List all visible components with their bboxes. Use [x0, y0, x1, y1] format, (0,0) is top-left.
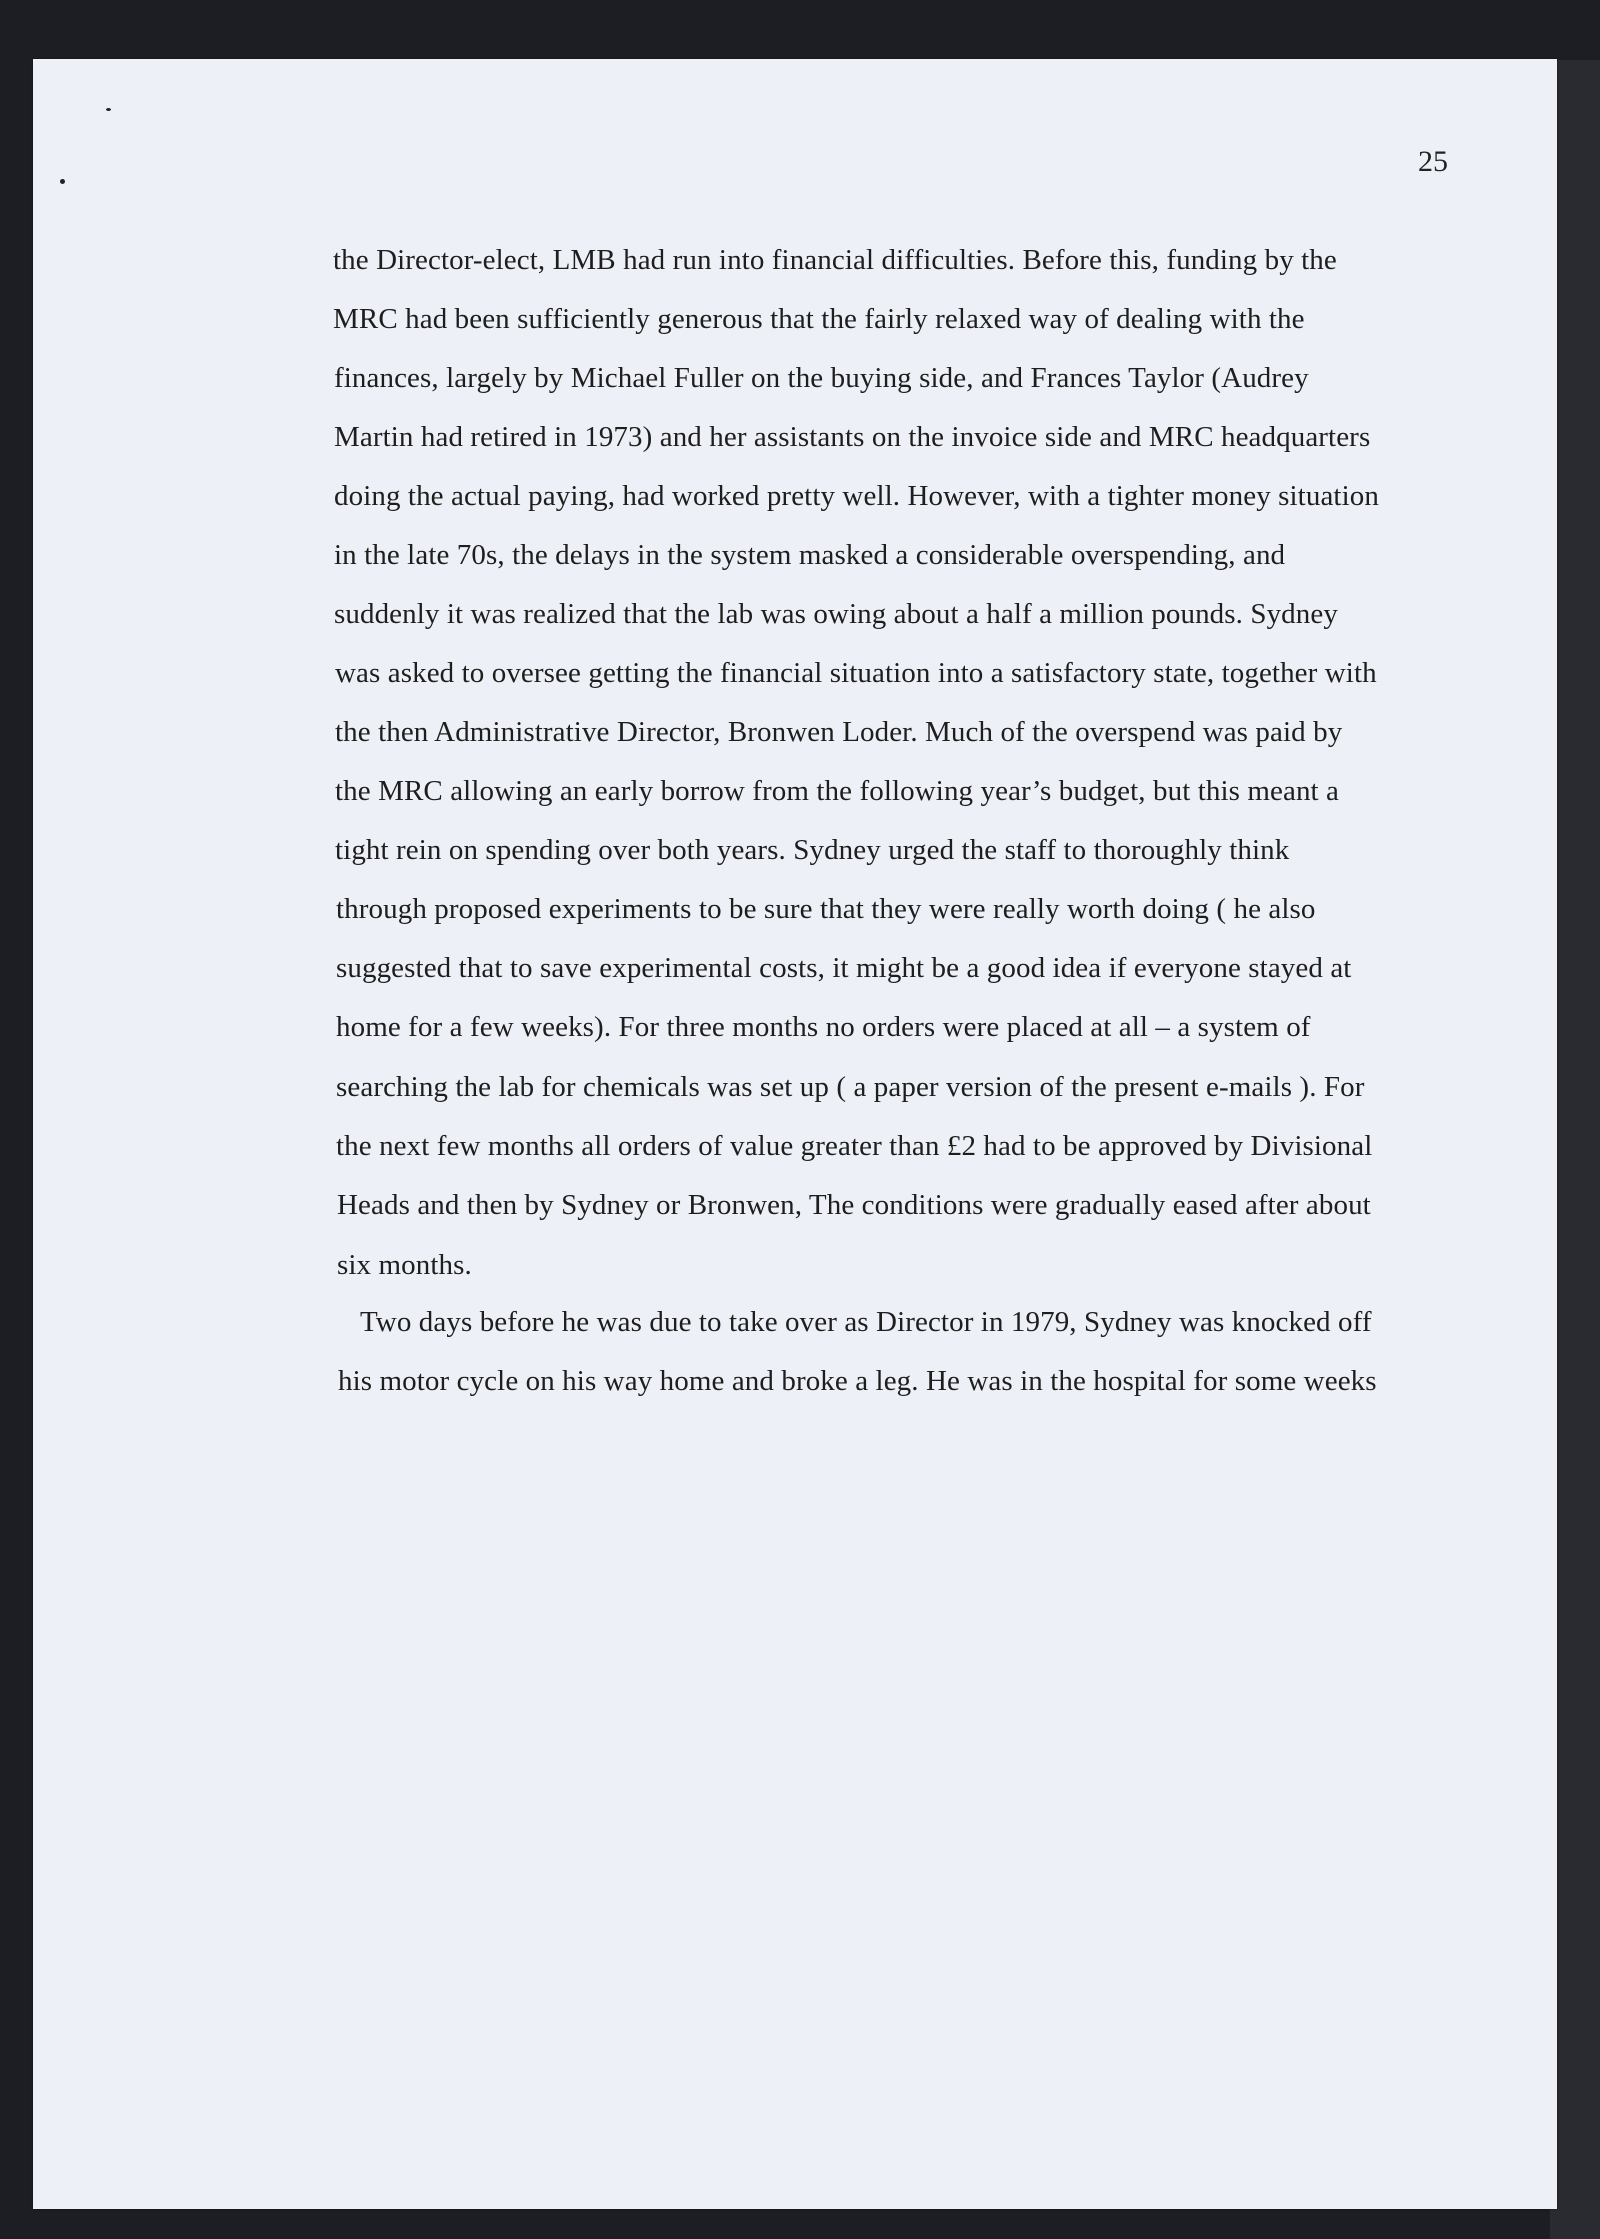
speck-mark [60, 179, 65, 184]
text-line: the Director-elect, LMB had run into financial difficulties. Before this, funding by the [333, 244, 1337, 276]
text-line: searching the lab for chemicals was set up ( a paper version of the present e-mails ). For [336, 1071, 1365, 1103]
text-line: was asked to oversee getting the financial situation into a satisfactory state, together with [335, 657, 1377, 689]
text-line: home for a few weeks). For three months no orders were placed at all – a system of [336, 1011, 1311, 1043]
text-line: Heads and then by Sydney or Bronwen, The conditions were gradually eased after about [337, 1189, 1371, 1221]
text-line: through proposed experiments to be sure that they were really worth doing ( he also [336, 893, 1316, 925]
speck-mark [106, 108, 111, 111]
text-line: suddenly it was realized that the lab was owing about a half a million pounds. Sydney [334, 598, 1338, 630]
text-line: tight rein on spending over both years. Sydney urged the staff to thoroughly think [335, 834, 1290, 866]
text-line: the next few months all orders of value greater than £2 had to be approved by Divisional [336, 1130, 1373, 1162]
text-line: MRC had been sufficiently generous that the fairly relaxed way of dealing with the [333, 303, 1305, 335]
page-number: 25 [1418, 145, 1448, 178]
text-line: his motor cycle on his way home and broke a leg. He was in the hospital for some weeks [338, 1365, 1377, 1397]
text-line: doing the actual paying, had worked pretty well. However, with a tighter money situation [334, 480, 1379, 512]
text-line: the then Administrative Director, Bronwen Loder. Much of the overspend was paid by [335, 716, 1343, 748]
text-line: Martin had retired in 1973) and her assistants on the invoice side and MRC headquarters [334, 421, 1371, 453]
document-page [33, 59, 1557, 2209]
text-line: finances, largely by Michael Fuller on the buying side, and Frances Taylor (Audrey [334, 362, 1309, 394]
text-line: six months. [337, 1249, 472, 1281]
text-line: suggested that to save experimental costs, it might be a good idea if everyone stayed at [336, 952, 1352, 984]
text-line: Two days before he was due to take over as Director in 1979, Sydney was knocked off [360, 1306, 1372, 1338]
mounting-board-edge [1550, 60, 1600, 2239]
text-line: the MRC allowing an early borrow from the following year’s budget, but this meant a [335, 775, 1340, 807]
text-line: in the late 70s, the delays in the system masked a considerable overspending, and [334, 539, 1286, 571]
